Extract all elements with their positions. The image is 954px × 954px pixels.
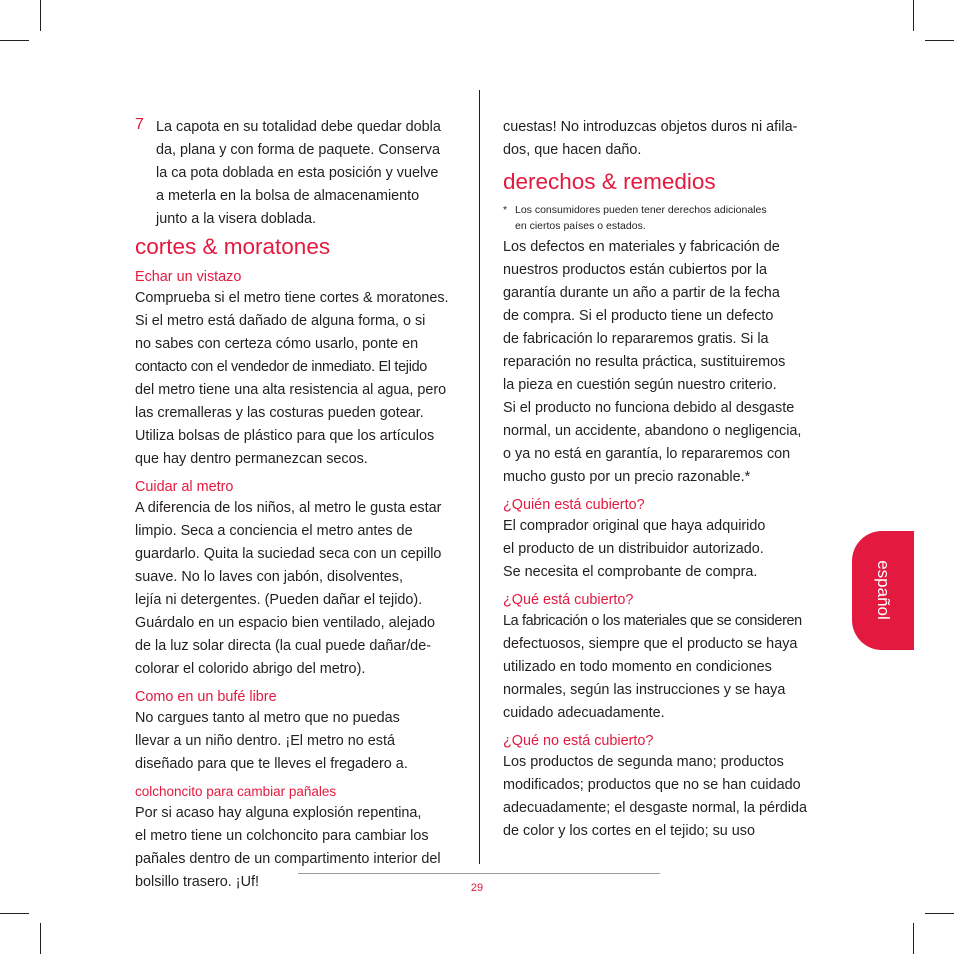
body-line: normal, un accidente, abandono o negligencia, <box>503 423 802 439</box>
body-line: que hay dentro permanezcan secos. <box>135 451 368 467</box>
subsection <box>503 495 815 584</box>
body-line: Utiliza bolsas de plástico para que los artículos <box>135 428 435 444</box>
subsection-heading: Echar un vistazo <box>135 269 242 285</box>
body-line: cuestas! No introduzcas objetos duros ni afila- <box>503 119 798 135</box>
body-line: garantía durante un año a partir de la fecha <box>503 285 780 301</box>
body-line: Si el producto no funciona debido al desgaste <box>503 400 795 416</box>
body-block <box>503 236 815 489</box>
body-line: utilizado en todo momento en condiciones <box>503 659 772 675</box>
body-line: colorar el colorido abrigo del metro). <box>135 661 366 677</box>
language-tab <box>852 531 914 650</box>
body-line: la pieza en cuestión según nuestro criterio. <box>503 377 777 393</box>
subsection <box>135 267 460 471</box>
crop-mark <box>40 923 41 954</box>
body-line: Se necesita el comprobante de compra. <box>503 564 758 580</box>
body-line: adecuadamente; el desgaste normal, la pérdida <box>503 800 808 816</box>
item-line: a meterla en la bolsa de almacenamiento <box>156 188 420 204</box>
body-line: bolsillo trasero. ¡Uf! <box>135 874 259 890</box>
body-line: mucho gusto por un precio razonable.* <box>503 469 751 485</box>
body-line: pañales dentro de un compartimento interior del <box>135 851 441 867</box>
body-line: modificados; productos que no se han cuidado <box>503 777 801 793</box>
subsection <box>503 590 815 725</box>
body-line: A diferencia de los niños, al metro le gusta estar <box>135 500 442 516</box>
crop-mark <box>925 913 954 914</box>
body-line: el metro tiene un colchoncito para cambiar los <box>135 828 429 844</box>
body-line: el producto de un distribuidor autorizado. <box>503 541 764 557</box>
subsection <box>135 477 460 681</box>
body-line: de color y los cortes en el tejido; su uso <box>503 823 755 839</box>
body-line: Si el metro está dañado de alguna forma, o si <box>135 313 426 329</box>
subsection <box>503 731 815 843</box>
body-line: diseñado para que te lleves el fregadero a. <box>135 756 408 772</box>
footnote-star: * <box>503 204 508 216</box>
body-line: de la luz solar directa (la cual puede dañar/de- <box>135 638 431 654</box>
section-title: derechos & remedios <box>503 169 716 194</box>
list-item-7 <box>135 116 460 231</box>
section-title: cortes & moratones <box>135 234 331 259</box>
body-line: Guárdalo en un espacio bien ventilado, alejado <box>135 615 436 631</box>
item-line: da, plana y con forma de paquete. Conserva <box>156 142 440 158</box>
item-line: junto a la visera doblada. <box>156 211 317 227</box>
body-line: normales, según las instrucciones y se haya <box>503 682 786 698</box>
item-line: La capota en su totalidad debe quedar dobla <box>156 119 441 135</box>
body-line: suave. No lo laves con jabón, disolventes, <box>135 569 403 585</box>
body-line: guardarlo. Quita la suciedad seca con un cepillo <box>135 546 442 562</box>
body-line: cuidado adecuadamente. <box>503 705 665 721</box>
body-line: dos, que hacen daño. <box>503 142 642 158</box>
body-line: contacto con el vendedor de inmediato. El tejido <box>135 359 427 375</box>
body-line: nuestros productos están cubiertos por la <box>503 262 767 278</box>
crop-mark <box>0 40 29 41</box>
crop-mark <box>925 40 954 41</box>
body-line: las cremalleras y las costuras pueden gotear. <box>135 405 424 421</box>
subsection-heading: ¿Quién está cubierto? <box>503 497 645 513</box>
body-line: lejía ni detergentes. (Pueden dañar el tejido). <box>135 592 423 608</box>
body-line: o ya no está en garantía, lo repararemos con <box>503 446 791 462</box>
crop-mark <box>913 0 914 31</box>
crop-mark <box>40 0 41 31</box>
footnote-line: Los consumidores pueden tener derechos adicionales <box>515 204 767 216</box>
body-line: limpio. Seca a conciencia el metro antes de <box>135 523 413 539</box>
body-line: No cargues tanto al metro que no puedas <box>135 710 400 726</box>
body-line: reparación no resulta práctica, sustituiremos <box>503 354 786 370</box>
footnote <box>503 202 815 234</box>
subsection <box>135 782 460 894</box>
body-line: de fabricación lo repararemos gratis. Si la <box>503 331 769 347</box>
body-line: Los defectos en materiales y fabricación de <box>503 239 780 255</box>
body-line: del metro tiene una alta resistencia al agua, pero <box>135 382 447 398</box>
subsection-heading: ¿Qué está cubierto? <box>503 592 634 608</box>
column-divider <box>479 90 480 864</box>
body-line: de compra. Si el producto tiene un defecto <box>503 308 774 324</box>
body-line: no sabes con certeza cómo usarlo, ponte en <box>135 336 419 352</box>
subsection-heading: ¿Qué no está cubierto? <box>503 733 654 749</box>
body-line: defectuosos, siempre que el producto se haya <box>503 636 798 652</box>
footnote-line: en ciertos países o estados. <box>515 220 646 232</box>
left-column <box>135 116 460 894</box>
right-column <box>503 116 815 843</box>
item-number: 7 <box>135 116 144 133</box>
crop-mark <box>913 923 914 954</box>
body-line: llevar a un niño dentro. ¡El metro no está <box>135 733 395 749</box>
body-line: El comprador original que haya adquirido <box>503 518 766 534</box>
body-line: Por si acaso hay alguna explosión repentina, <box>135 805 422 821</box>
item-line: la ca pota doblada en esta posición y vuelve <box>156 165 439 181</box>
body-line: Los productos de segunda mano; productos <box>503 754 784 770</box>
body-line: Comprueba si el metro tiene cortes & moratones. <box>135 290 449 306</box>
language-tab-label: español <box>874 560 893 620</box>
body-line: La fabricación o los materiales que se consideren <box>503 613 802 629</box>
crop-mark <box>0 913 29 914</box>
page-number: 29 <box>470 882 484 894</box>
subsection-heading: Como en un bufé libre <box>135 689 277 705</box>
subsection-heading: Cuidar al metro <box>135 479 234 495</box>
subsection-heading: colchoncito para cambiar pañales <box>135 784 337 799</box>
subsection <box>135 687 460 776</box>
